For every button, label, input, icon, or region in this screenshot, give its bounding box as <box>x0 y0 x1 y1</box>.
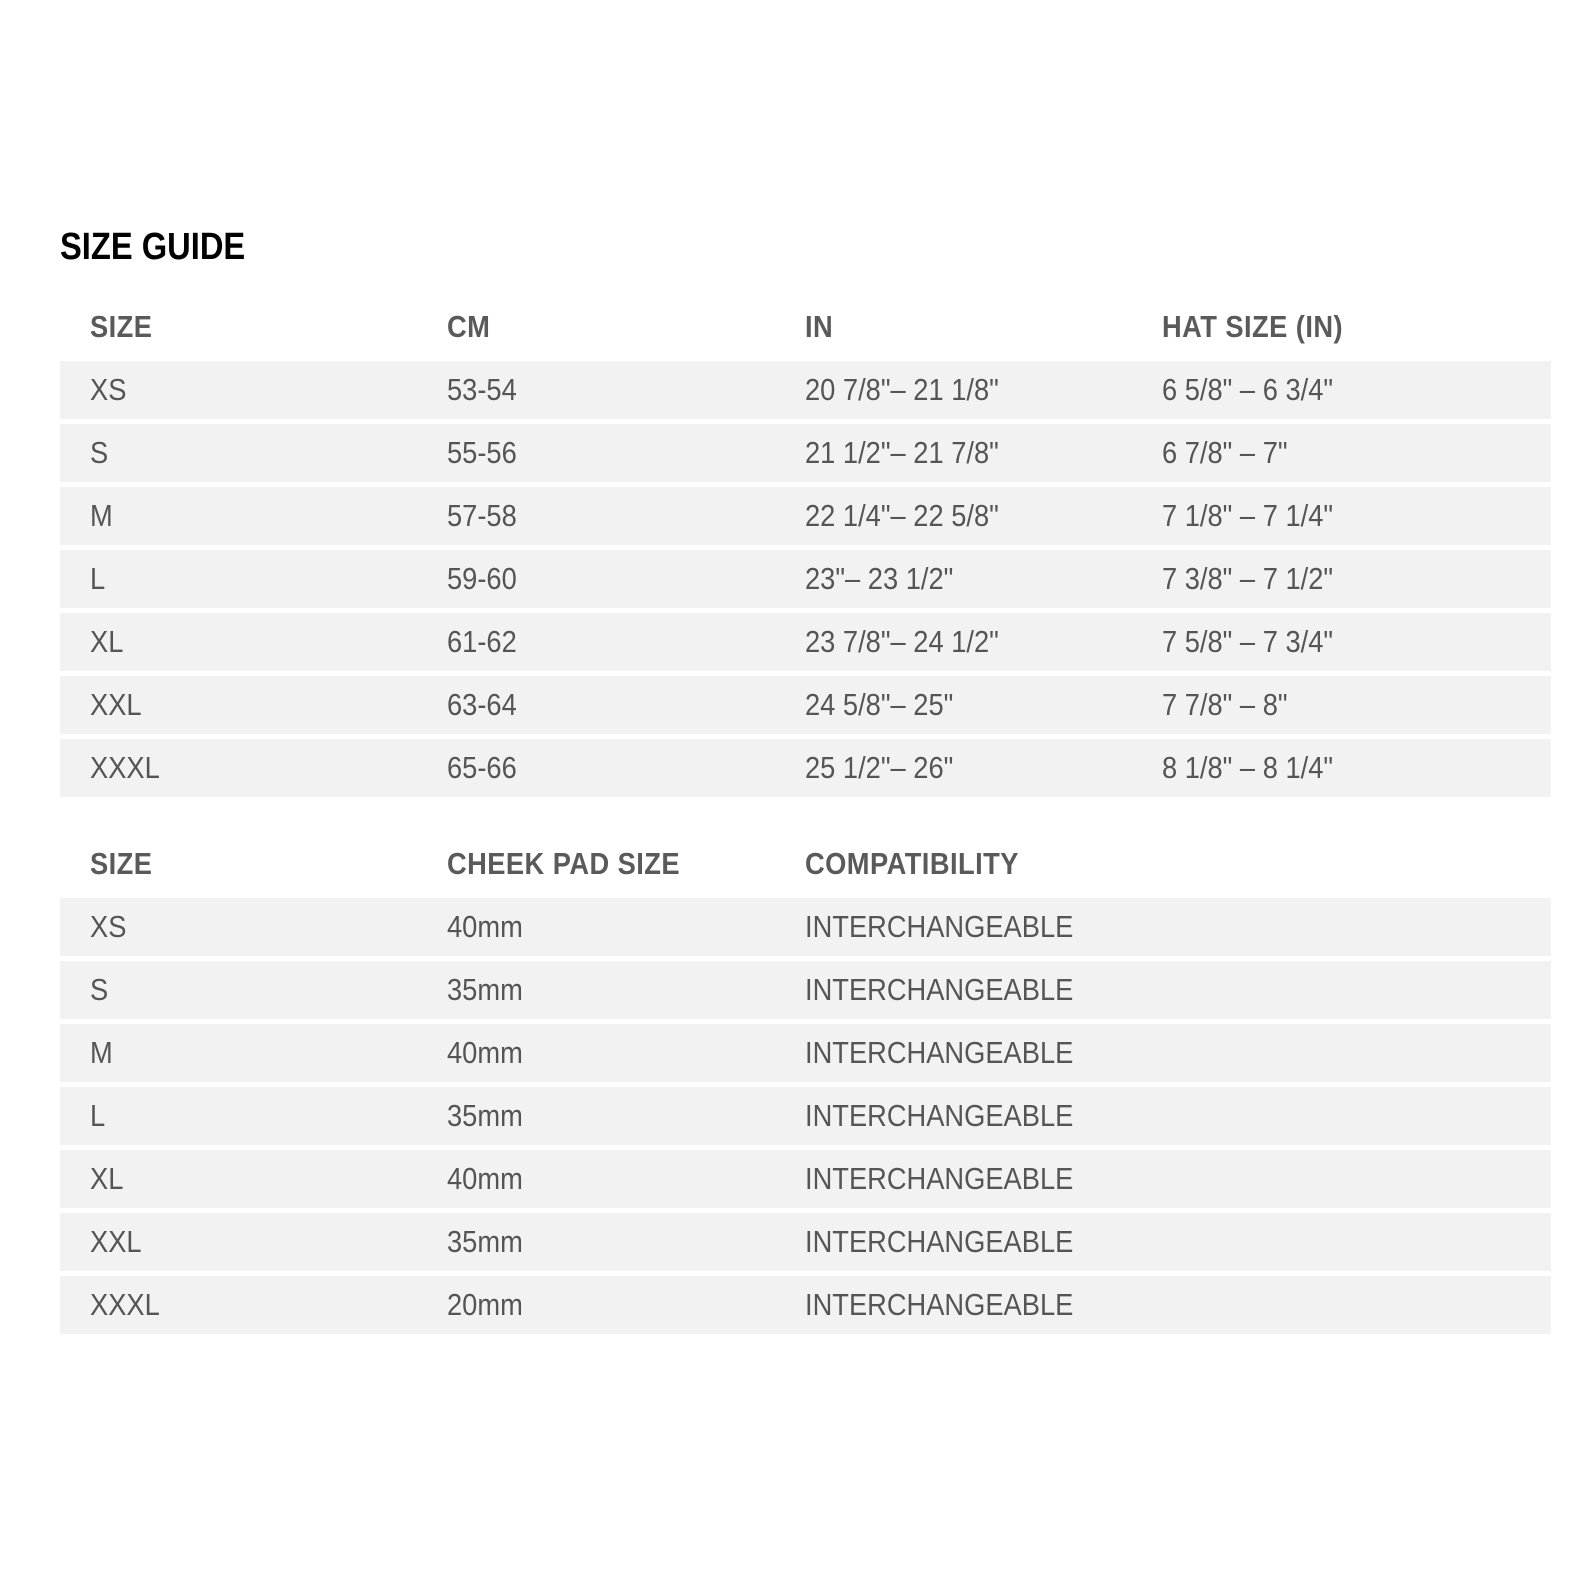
cell-size: XXL <box>60 1213 417 1271</box>
cell-in: 23 7/8"– 24 1/2" <box>775 613 1132 671</box>
size-table <box>60 293 1551 802</box>
table-row <box>60 1024 1551 1082</box>
table-row <box>60 613 1551 671</box>
cell-cheek-pad-size: 35mm <box>417 961 775 1019</box>
cell-cm: 63-64 <box>417 676 775 734</box>
cell-in: 21 1/2"– 21 7/8" <box>775 424 1132 482</box>
cell-size: XL <box>60 613 417 671</box>
table-row <box>60 1150 1551 1208</box>
cell-compatibility: INTERCHANGEABLE <box>775 961 1132 1019</box>
cell-empty <box>1132 1276 1551 1334</box>
cell-cm: 65-66 <box>417 739 775 797</box>
table-row <box>60 424 1551 482</box>
cell-compatibility: INTERCHANGEABLE <box>775 1213 1132 1271</box>
column-header-hat-size: HAT SIZE (IN) <box>1162 309 1344 344</box>
cell-size: XXXL <box>60 1276 417 1334</box>
cell-hat-size: 8 1/8" – 8 1/4" <box>1132 739 1551 797</box>
cell-in: 20 7/8"– 21 1/8" <box>775 361 1132 419</box>
cell-compatibility: INTERCHANGEABLE <box>775 1150 1132 1208</box>
table-header-row <box>60 835 1551 893</box>
cell-cm: 55-56 <box>417 424 775 482</box>
page-title: SIZE GUIDE <box>60 226 246 268</box>
cell-size: XL <box>60 1150 417 1208</box>
cell-size: M <box>60 1024 417 1082</box>
cell-empty <box>1132 1087 1551 1145</box>
cell-in: 23"– 23 1/2" <box>775 550 1132 608</box>
cell-size: XS <box>60 898 417 956</box>
cell-empty <box>1132 1213 1551 1271</box>
column-header-in: IN <box>805 309 834 344</box>
table-row <box>60 676 1551 734</box>
table-row <box>60 487 1551 545</box>
column-header-size: SIZE <box>90 846 153 881</box>
cell-size: L <box>60 1087 417 1145</box>
cell-cheek-pad-size: 35mm <box>417 1213 775 1271</box>
cell-compatibility: INTERCHANGEABLE <box>775 1024 1132 1082</box>
cell-hat-size: 7 5/8" – 7 3/4" <box>1132 613 1551 671</box>
column-header-size: SIZE <box>90 309 153 344</box>
cell-cm: 53-54 <box>417 361 775 419</box>
table-row <box>60 961 1551 1019</box>
table-row <box>60 1213 1551 1271</box>
table-header-row <box>60 298 1551 356</box>
cell-size: S <box>60 424 417 482</box>
cell-in: 25 1/2"– 26" <box>775 739 1132 797</box>
cell-compatibility: INTERCHANGEABLE <box>775 1276 1132 1334</box>
cell-cm: 57-58 <box>417 487 775 545</box>
column-header-cm: CM <box>447 309 491 344</box>
table-row <box>60 550 1551 608</box>
size-guide <box>60 222 1551 1339</box>
cell-size: XS <box>60 361 417 419</box>
cell-size: M <box>60 487 417 545</box>
table-row <box>60 1276 1551 1334</box>
cheek-pad-table <box>60 830 1551 1339</box>
cell-hat-size: 7 1/8" – 7 1/4" <box>1132 487 1551 545</box>
cell-cheek-pad-size: 40mm <box>417 1150 775 1208</box>
cell-empty <box>1132 1150 1551 1208</box>
cell-size: L <box>60 550 417 608</box>
cell-hat-size: 7 7/8" – 8" <box>1132 676 1551 734</box>
cell-cheek-pad-size: 20mm <box>417 1276 775 1334</box>
column-header-compatibility: COMPATIBILITY <box>805 846 1019 881</box>
cell-compatibility: INTERCHANGEABLE <box>775 898 1132 956</box>
cell-hat-size: 6 7/8" – 7" <box>1132 424 1551 482</box>
cell-cheek-pad-size: 40mm <box>417 1024 775 1082</box>
cell-cm: 59-60 <box>417 550 775 608</box>
cell-empty <box>1132 961 1551 1019</box>
cell-size: XXL <box>60 676 417 734</box>
cell-size: S <box>60 961 417 1019</box>
cell-in: 22 1/4"– 22 5/8" <box>775 487 1132 545</box>
cell-cm: 61-62 <box>417 613 775 671</box>
column-header-empty <box>1132 835 1551 893</box>
cell-size: XXXL <box>60 739 417 797</box>
table-row <box>60 361 1551 419</box>
cell-cheek-pad-size: 35mm <box>417 1087 775 1145</box>
table-row <box>60 898 1551 956</box>
cell-in: 24 5/8"– 25" <box>775 676 1132 734</box>
cell-hat-size: 6 5/8" – 6 3/4" <box>1132 361 1551 419</box>
table-row <box>60 739 1551 797</box>
cell-compatibility: INTERCHANGEABLE <box>775 1087 1132 1145</box>
table-row <box>60 1087 1551 1145</box>
column-header-cheek-pad-size: CHEEK PAD SIZE <box>447 846 681 881</box>
cell-empty <box>1132 1024 1551 1082</box>
cell-hat-size: 7 3/8" – 7 1/2" <box>1132 550 1551 608</box>
cell-empty <box>1132 898 1551 956</box>
cell-cheek-pad-size: 40mm <box>417 898 775 956</box>
